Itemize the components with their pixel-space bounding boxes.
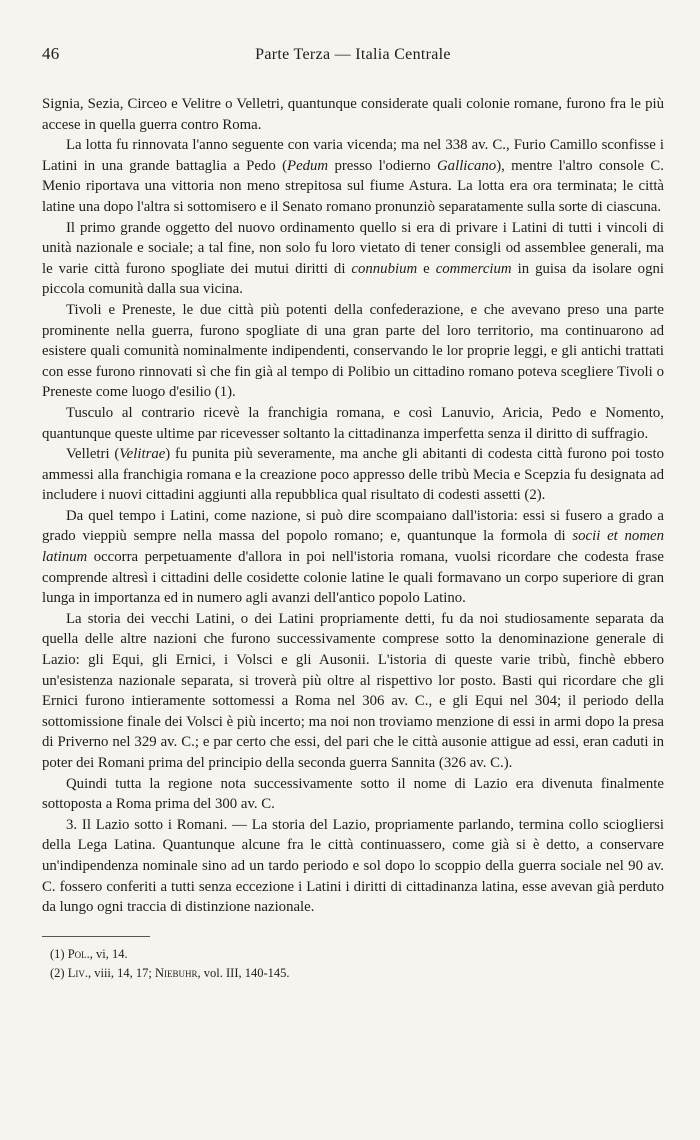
paragraph-8: La storia dei vecchi Latini, o dei Latini propriamente detti, fu da noi studiosamente separata da quella delle altre nazioni che furono successivamente comprese sotto la denominazione generale di Lazio: gli Equi, gli Ernici, i Volsci e gli Ausonii. L'istoria di queste varie tribù, finchè ebbero un'esistenza nazionale separata, si troverà più oltre al rispettivo lor posto. Basti qui ricordare che gli Ernici furono intieramente sottomessi a Roma nel 306 av. C., e gli Equi nel 304; il periodo della sottomissione finale dei Volsci è più incerto; ma noi non troviamo menzione di essi in armi dopo la presa di Priverno nel 329 av. C.; e par certo che essi, del pari che le città ausonie attigue ad essi, eran caduti in poter dei Romani prima del principio della seconda guerra Sannita (326 av. C.). [42,610,664,771]
section-3-paragraph [42,815,664,918]
section-number: 3. [66,816,78,833]
paragraph-2 [42,135,664,217]
body-text [42,94,664,918]
paragraph-9: Quindi tutta la regione nota successivamente sotto il nome di Lazio era divenuta finalmente sottoposta a Roma prima del 300 av. C. [42,775,664,813]
running-title: Parte Terza — Italia Centrale [255,46,451,63]
paragraph-1: Signia, Sezia, Circeo e Velitre o Velletri, quantunque considerate quali colonie romane, furono fra le più accese in quella guerra contro Roma. [42,96,664,133]
footnote-number: (2) [50,965,65,980]
footnote-2 [50,964,664,983]
text-run: Da quel tempo i Latini, come nazione, si può dire scompaiano dall'istoria: essi si fusero a grado a grado vieppiù sempre nella massa del popolo romano; e, quantunque la formola di [42,507,664,545]
text-run: e [417,260,436,277]
footnote-author: Niebuhr [155,965,198,980]
paragraph-5: Tusculo al contrario ricevè la franchigia romana, e così Lanuvio, Aricia, Pedo e Nomento, quantunque queste ultime par ricevesser soltanto la cittadinanza imperfetta senza il diritto di suffragio. [42,404,664,442]
text-run: Il primo grande oggetto del nuovo ordinamento quello si era di privare i Latini di tutti i vincoli di unità nazionale e sociale; a tal fine, non solo fu loro vietato di tener consigli od assemblee generali, ma le varie città furono spogliate dei mutui diritti di [42,219,664,277]
text-run: in guisa da isolare ogni piccola comunità dalla sua vicina. [42,260,664,298]
footnote-rule [42,936,150,937]
section-title: Il Lazio sotto i Romani. [81,816,228,833]
footnote-1 [50,945,664,964]
text-run: presso l'odierno [328,157,437,174]
italic-term: Gallicano [437,157,497,174]
text-run: ), mentre l'altro console C. Menio riportava una vittoria non meno strepitosa sul fiume Astura. La lotta era ora terminata; le città latine una dopo l'altra si sottomisero e il Senato romano pronunziò separatamente sulla sorte di ciascuna. [42,157,664,215]
footnote-author: Pol. [67,946,90,961]
paragraph-4: Tivoli e Preneste, le due città più potenti della confederazione, e che avevano preso una parte prominente nella guerra, furono spogliate di una gran parte del loro territorio, ma continuarono ad esistere quali comunità nominalmente indipendenti, conservando le lor proprie leggi, e gli antichi trattati con esse furono rinnovati sì che fin già al tempo di Polibio un cittadino romano poteva scegliere Tivoli o Preneste come luogo d'esilio (1). [42,301,664,401]
italic-term: socii et nomen latinum [42,528,664,566]
text-run: La lotta fu rinnovata l'anno seguente con varia vicenda; ma nel 338 av. C., Furio Camillo sconfisse i Latini in una grande battaglia a Pedo ( [42,137,664,174]
text-run: ) fu punita più severamente, ma anche gli abitanti di codesta città furono poi tosto ammessi alla franchigia romana e la creazione poco appresso delle tribù Mecia e Scepzia fu designata ad includere i nuovi cittadini aggiunti alla repubblica qual risultato di codesti assetti (2). [42,446,664,504]
italic-term: connubium [351,260,418,277]
page-number: 46 [42,44,60,63]
italic-term: Pedum [287,157,329,174]
italic-term: Velitrae [119,446,166,463]
paragraph-6 [42,444,664,506]
text-run: — La storia del Lazio, propriamente parlando, termina collo sciogliersi della Lega Latina. Quantunque alcune fra le città continuassero, come già si è detto, a conservare un'indipendenza nominale sino ad un tardo periodo e sol dopo lo scoppio della guerra sociale nel 90 av. C. fossero conferiti a tutti senza eccezione i Latini i diritti di cittadinanza latina, esse avevan già perduto da lungo ogni traccia di distinzione nazionale. [42,816,664,916]
paragraph-3 [42,218,664,300]
running-head [42,44,664,64]
page [42,44,664,983]
footnote-ref: , vol. III, 140-145. [197,965,290,980]
footnote-author: Liv. [67,965,88,980]
footnote-ref: , vi, 14. [89,946,128,961]
paragraph-7 [42,506,664,609]
text-run: Velletri ( [66,446,120,463]
footnote-number: (1) [50,946,65,961]
footnote-ref: , viii, 14, 17; [87,965,155,980]
footnotes [42,945,664,983]
italic-term: commercium [435,260,512,277]
text-run: occorra perpetuamente d'allora in poi nell'istoria romana, vuolsi ricordare che codesta frase comprende altresì i cittadini delle cosidette colonie latine le quali formavano un corpo superiore di gran lunga in importanza ed in numero agli avanzi dell'antico popolo Latino. [42,549,664,607]
